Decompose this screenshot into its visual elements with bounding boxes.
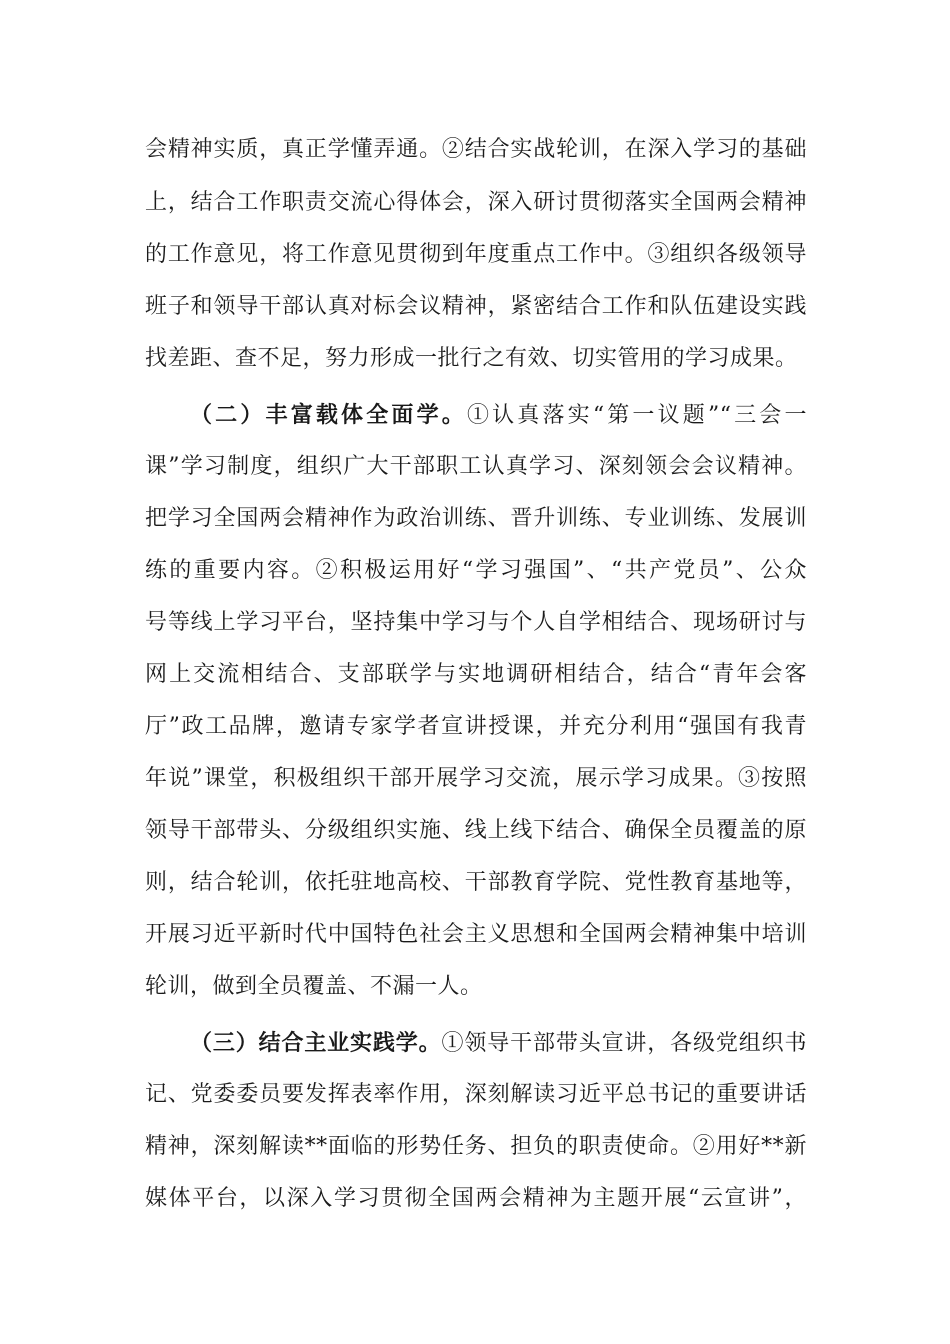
paragraph-line: 把学习全国两会精神作为政治训练、晋升训练、专业训练、发展训 bbox=[145, 506, 807, 531]
paragraph-line: 课”学习制度，组织广大干部职工认真学习、深刻领会会议精神。 bbox=[145, 454, 807, 479]
paragraph-line: 上，结合工作职责交流心得体会，深入研讨贯彻落实全国两会精神 bbox=[145, 190, 807, 215]
paragraph-line: 练的重要内容。②积极运用好“学习强国”、“共产党员”、公众 bbox=[145, 558, 807, 583]
paragraph-line: 的工作意见，将工作意见贯彻到年度重点工作中。③组织各级领导 bbox=[145, 242, 807, 267]
paragraph-line: 开展习近平新时代中国特色社会主义思想和全国两会精神集中培训 bbox=[145, 922, 807, 947]
paragraph-line: 会精神实质，真正学懂弄通。②结合实战轮训，在深入学习的基础 bbox=[145, 137, 807, 162]
section-2-heading: （二）丰富载体全面学。 bbox=[190, 402, 467, 428]
paragraph-line: 则，结合轮训，依托驻地高校、干部教育学院、党性教育基地等， bbox=[145, 870, 807, 895]
section-3-first-text: ①领导干部带头宣讲，各级党组织书 bbox=[441, 1031, 807, 1056]
paragraph-line: 轮训，做到全员覆盖、不漏一人。 bbox=[145, 974, 483, 999]
paragraph-line: 年说”课堂，积极组织干部开展学习交流，展示学习成果。③按照 bbox=[145, 766, 807, 791]
paragraph-line: 精神，深刻解读**面临的形势任务、担负的职责使命。②用好**新 bbox=[145, 1134, 807, 1159]
paragraph-line: 班子和领导干部认真对标会议精神，紧密结合工作和队伍建设实践 bbox=[145, 294, 807, 319]
paragraph-line: 厅”政工品牌，邀请专家学者宣讲授课，并充分利用“强国有我青 bbox=[145, 714, 807, 739]
paragraph-line: 找差距、查不足，努力形成一批行之有效、切实管用的学习成果。 bbox=[145, 346, 798, 371]
section-2-first-text: ①认真落实“第一议题”“三会一 bbox=[466, 403, 807, 428]
section-3-first-line bbox=[190, 1028, 807, 1059]
paragraph-line: 媒体平台，以深入学习贯彻全国两会精神为主题开展“云宣讲”， bbox=[145, 1186, 807, 1211]
section-3-heading: （三）结合主业实践学。 bbox=[190, 1030, 442, 1056]
paragraph-line: 记、党委委员要发挥表率作用，深刻解读习近平总书记的重要讲话 bbox=[145, 1082, 807, 1107]
section-2-first-line bbox=[190, 400, 807, 431]
paragraph-line: 领导干部带头、分级组织实施、线上线下结合、确保全员覆盖的原 bbox=[145, 818, 807, 843]
paragraph-line: 网上交流相结合、支部联学与实地调研相结合，结合“青年会客 bbox=[145, 662, 807, 687]
paragraph-line: 号等线上学习平台，坚持集中学习与个人自学相结合、现场研讨与 bbox=[145, 610, 807, 635]
